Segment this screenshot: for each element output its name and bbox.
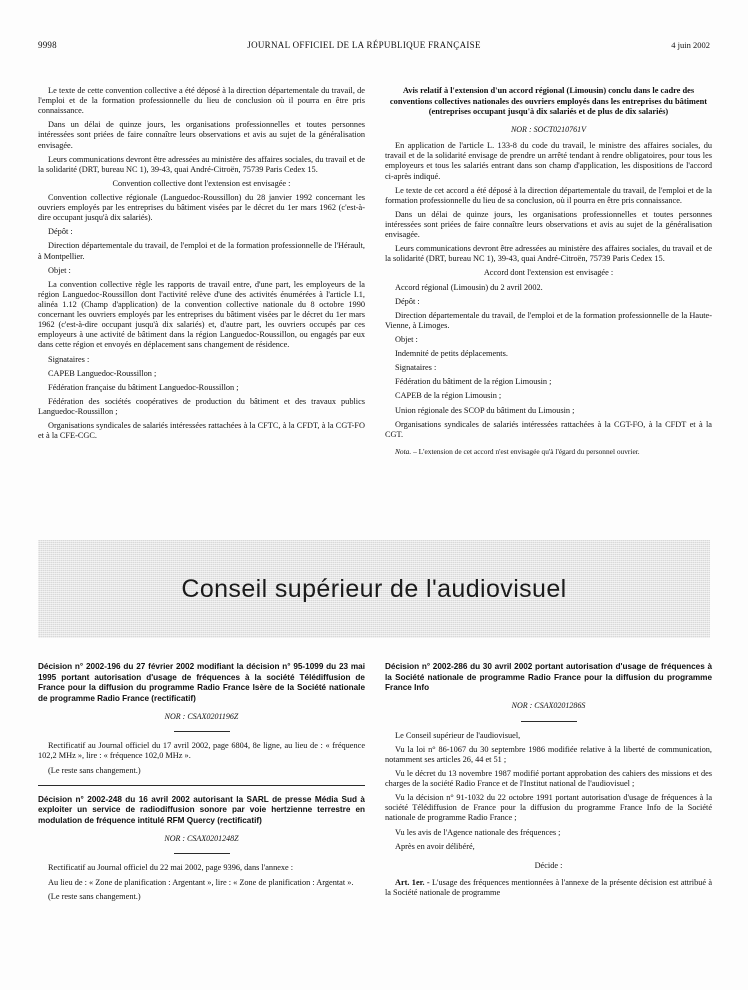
depot-text: Direction départementale du travail, de l'emploi et de la formation professionnelle de la Haute-Vienne, à Limoges. (385, 310, 712, 330)
issue-date: 4 juin 2002 (671, 40, 710, 50)
signataire-item: CAPEB de la région Limousin ; (395, 391, 502, 401)
signataire-item: Fédération du bâtiment de la région Limousin ; (395, 377, 552, 387)
decision-title: Décision n° 2002-196 du 27 février 2002 modifiant la décision n° 95-1099 du 23 mai 1995 portant autorisation d'usage de fréquences à la société Télédiffusion de France pour la diffusion du programme Radio France Isère de la Société nationale de programme Radio France (rectificatif) (38, 662, 365, 703)
divider (174, 853, 230, 854)
visa-item: Après en avoir délibéré, (395, 841, 475, 851)
signataire-item: Fédération française du bâtiment Languedoc-Roussillon ; (48, 382, 239, 392)
subheading-accord: Accord dont l'extension est envisagée : (483, 268, 614, 278)
nor-label: NOR : (164, 711, 186, 721)
paragraph: Le texte de cette convention collective a été déposé à la direction départementale du travail, de l'emploi et de la formation professionnelle du lieu de conclusion où il pourra en être pris connaissance. (38, 86, 365, 116)
objet-text: La convention collective règle les rapports de travail entre, d'une part, les employeurs de la région Languedoc-Roussillon dont l'activité relève d'une des activités énumérées à l'article I.1, alinéa 1.12 (Champ d'application) de la convention collective nationale du 8 octobre 1990 concernant les ouvriers employés par les entreprises du bâtiment visées par le décret du 1er mars 1962 (c'est-à-dire occupant jusqu'à dix salariés) et, d'autre part, les ouvriers occupés par ces employeurs à une activité de bâtiment dans la région Languedoc-Roussillon, ou engagés par eux dans cette région et envoyés en déplacement sans changement de résidence. (38, 279, 365, 350)
signataires-label: Signataires : (395, 363, 437, 373)
article-paragraph (385, 878, 712, 898)
paragraph: Leurs communications devront être adressées au ministère des affaires sociales, du travail et de la solidarité (DRT, bureau NC 1), 39-43, quai André-Citroën, 75739 Paris Cedex 15. (385, 244, 712, 264)
paragraph: Le texte de cet accord a été déposé à la direction départementale du travail, de l'emploi et de la formation professionnelle du lieu de sa conclusion, où il pourra en être pris connaissance. (385, 185, 712, 205)
visa-item: Vu les avis de l'Agence nationale des fréquences ; (395, 827, 561, 837)
paragraph: Dans un délai de quinze jours, les organisations professionnelles et toutes personnes intéressées sont priées de faire connaître leurs observations et avis au sujet de la généralisation envisagée. (38, 120, 365, 150)
right-column-bottom (385, 662, 712, 906)
nor-value: CSAX0201248Z (187, 833, 239, 843)
right-column-top (385, 86, 712, 461)
signataire-item: Organisations syndicales de salariés intéressées rattachées à la CGT-FO, à la CFDT et à la CGT. (385, 419, 712, 439)
signataire-item: Union régionale des SCOP du bâtiment du Limousin ; (395, 405, 575, 415)
nor-value: SOCT0210761V (533, 124, 587, 134)
nota-label: Nota. (395, 446, 412, 456)
divider (38, 785, 365, 786)
nor-line (385, 701, 712, 711)
page-header (38, 40, 710, 50)
signataire-item: CAPEB Languedoc-Roussillon ; (48, 368, 157, 378)
page-number: 9998 (38, 40, 57, 50)
nor-line (385, 125, 712, 135)
visa-item: Vu la loi n° 86-1067 du 30 septembre 1986 modifiée relative à la liberté de communication, notamment ses articles 26, 44 et 51 ; (385, 744, 712, 764)
divider (521, 721, 577, 722)
nota-text: – L'extension de cet accord n'est envisagée qu'à l'égard du personnel ouvrier. (411, 446, 640, 456)
subheading-convention: Convention collective dont l'extension est envisagée : (112, 178, 291, 188)
depot-label: Dépôt : (395, 296, 420, 306)
left-column-top (38, 86, 365, 461)
article-label: Art. 1er. - (395, 877, 430, 887)
objet-label: Objet : (395, 335, 418, 344)
convention-description: Convention collective régionale (Languedoc-Roussillon) du 28 janvier 1992 concernant les ouvriers employés par les entreprises du bâtiment visées par le décret du 1er mars 1962 (c'est-à-dire occupant jusqu'à dix salariés). (38, 192, 365, 223)
signataire-item: Fédération des sociétés coopératives de production du bâtiment et des travaux publics Languedoc-Roussillon ; (38, 396, 365, 416)
closing-note: (Le reste sans changement.) (48, 891, 141, 901)
objet-label: Objet : (48, 265, 71, 275)
nor-line (38, 712, 365, 722)
section-banner (38, 540, 710, 638)
closing-note: (Le reste sans changement.) (48, 765, 141, 775)
journal-title: JOURNAL OFFICIEL DE LA RÉPUBLIQUE FRANÇAISE (247, 40, 481, 50)
rectificatif-body-2: Au lieu de : « Zone de planification : Argentant », lire : « Zone de planification : Argentat ». (48, 877, 354, 887)
decision-title: Décision n° 2002-248 du 16 avril 2002 autorisant la SARL de presse Média Sud à exploiter un service de radiodiffusion sonore par voie hertzienne terrestre en modulation de fréquence intitulé RFM Quercy (rectificatif) (38, 794, 365, 826)
paragraph: En application de l'article L. 133-8 du code du travail, le ministre des affaires sociales, du travail et de la solidarité envisage de prendre un arrêté tendant à rendre obligatoires, pour tous les employeurs et tous les salariés entrant dans son champ d'application, les dispositions de l'accord ci-après indiqué. (385, 141, 712, 181)
nor-value: CSAX0201196Z (187, 711, 239, 721)
lower-columns (38, 662, 712, 906)
section-banner-title: Conseil supérieur de l'audiovisuel (181, 574, 567, 603)
depot-label: Dépôt : (48, 227, 73, 237)
nota-note (385, 448, 712, 457)
nor-label: NOR : (510, 124, 532, 134)
rectificatif-body: Rectificatif au Journal officiel du 22 mai 2002, page 9396, dans l'annexe : (48, 863, 294, 873)
nor-line (38, 834, 365, 844)
signataires-label: Signataires : (48, 354, 90, 364)
divider (174, 731, 230, 732)
decision-title: Décision n° 2002-286 du 30 avril 2002 portant autorisation d'usage de fréquences à la Société nationale de programme Radio France pour la diffusion du programme France Info (385, 662, 712, 693)
objet-text: Indemnité de petits déplacements. (395, 349, 508, 359)
left-column-bottom (38, 662, 365, 906)
visa-item: Vu la décision n° 91-1032 du 22 octobre 1991 portant autorisation d'usage de fréquences à la société Télédiffusion de France pour la diffusion du programme France Info de la Société nationale de programme Radio France ; (385, 793, 712, 823)
visa-item: Vu le décret du 13 novembre 1987 modifié portant approbation des cahiers des missions et des charges de la société Radio France et de l'Institut national de l'audiovisuel ; (385, 769, 712, 789)
signataire-item: Organisations syndicales de salariés intéressées rattachées à la CFTC, à la CFDT, à la CGT-FO et à la CFE-CGC. (38, 421, 365, 441)
paragraph: Leurs communications devront être adressées au ministère des affaires sociales, du travail et de la solidarité (DRT, bureau NC 1), 39-43, quai André-Citroën, 75739 Paris Cedex 15. (38, 154, 365, 174)
nor-label: NOR : (511, 700, 533, 710)
upper-columns (38, 86, 712, 461)
paragraph: Dans un délai de quinze jours, les organisations professionnelles et toutes personnes intéressées sont priées de faire connaître leurs observations et avis au sujet de la généralisation envisagée. (385, 209, 712, 240)
article-text: L'usage des fréquences mentionnées à l'annexe de la présente décision est attribué à la Société nationale de programme (385, 877, 713, 898)
accord-description: Accord régional (Limousin) du 2 avril 2002. (395, 282, 543, 292)
avis-title: Avis relatif à l'extension d'un accord régional (Limousin) conclu dans le cadre des conventions collectives nationales des ouvriers employés dans les entreprises du bâtiment (entreprises occupant jusqu'à dix salariés et de plus de dix salariés) (389, 86, 708, 116)
rectificatif-body: Rectificatif au Journal officiel du 17 avril 2002, page 6804, 8e ligne, au lieu de : « fréquence 102,2 MHz », lire : « fréquence 102,0 MHz ». (38, 741, 365, 761)
decide-label: Décide : (534, 860, 563, 870)
nor-label: NOR : (164, 833, 186, 843)
decision-intro: Le Conseil supérieur de l'audiovisuel, (395, 730, 521, 740)
depot-text: Direction départementale du travail, de l'emploi et de la formation professionnelle de l'Hérault, à Montpellier. (38, 241, 365, 261)
nor-value: CSAX0201286S (534, 700, 586, 710)
